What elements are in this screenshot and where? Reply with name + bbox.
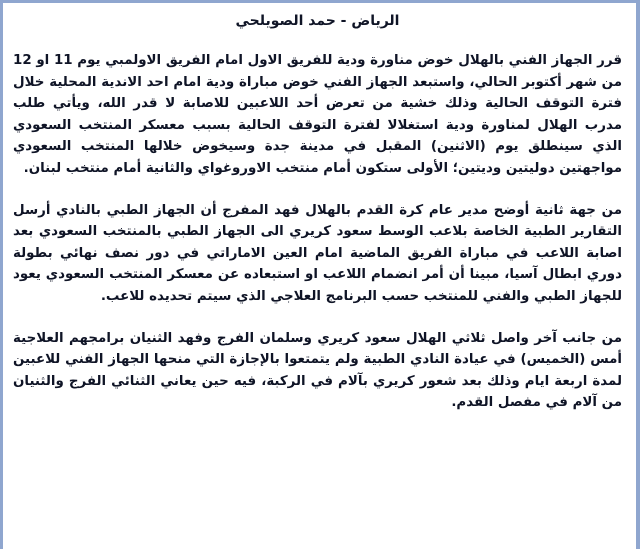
article-paragraph-2: من جهة ثانية أوضح مدير عام كرة القدم بالهلال فهد المفرج أن الجهاز الطبي بالنادي أرسل التقارير الطبية الخاصة بلاعب الوسط سعود كريري الى الجهاز الطبي بالمنتخب السعودي بعد اصابة اللاعب في مباراة الفريق الماضية امام العين الاماراتي في دور نصف نهائي بطولة دوري ابطال آسيا، مبينا أن أمر انضمام اللاعب او استبعاده عن معسكر المنتخب السعودي يعود للجهاز الطبي والفني للمنتخب حسب البرنامج العلاجي الذي سيتم تحديده للاعب. bbox=[13, 202, 622, 304]
article-paragraph-3: من جانب آخر واصل ثلاثي الهلال سعود كريري وسلمان الفرج وفهد الثنيان برامجهم العلاجية أمس (الخميس) في عيادة النادي الطبية ولم يتمتعوا بالإجازة التي منحها الجهاز الفني للاعبين لمدة اربعة ايام وذلك بعد شعور كريري بآلام في الركبة، فيه حين يعاني الثنائي الفرج والثنيان من آلام في مفصل القدم. bbox=[13, 330, 622, 411]
article-paragraph-1: قرر الجهاز الفني بالهلال خوض مناورة ودية للفريق الاول امام الفريق الاولمبي يوم 11 او 12 من شهر أكتوبر الحالي، واستبعد الجهاز الفني خوض مباراة ودية امام احد الاندية المحلية خلال فترة التوقف الحالية وذلك خشية من تعرض أحد اللاعبين للاصابة لا قدر الله، ويأتي طلب مدرب الهلال لمناورة ودية استغلالا لفترة التوقف الحالية بسبب معسكر المنتخب السعودي الذي سينطلق يوم (الاثنين) المقبل في مدينة جدة وسيخوض خلالها المنتخب السعودي مواجهتين دوليتين ودیتين؛ الأولى ستكون أمام منتخب الاوروغواي والثانية أمام منتخب لبنان. bbox=[13, 53, 622, 176]
article-body bbox=[3, 11, 636, 414]
article-byline: الرياض - حمد الصويلحي bbox=[235, 13, 400, 29]
